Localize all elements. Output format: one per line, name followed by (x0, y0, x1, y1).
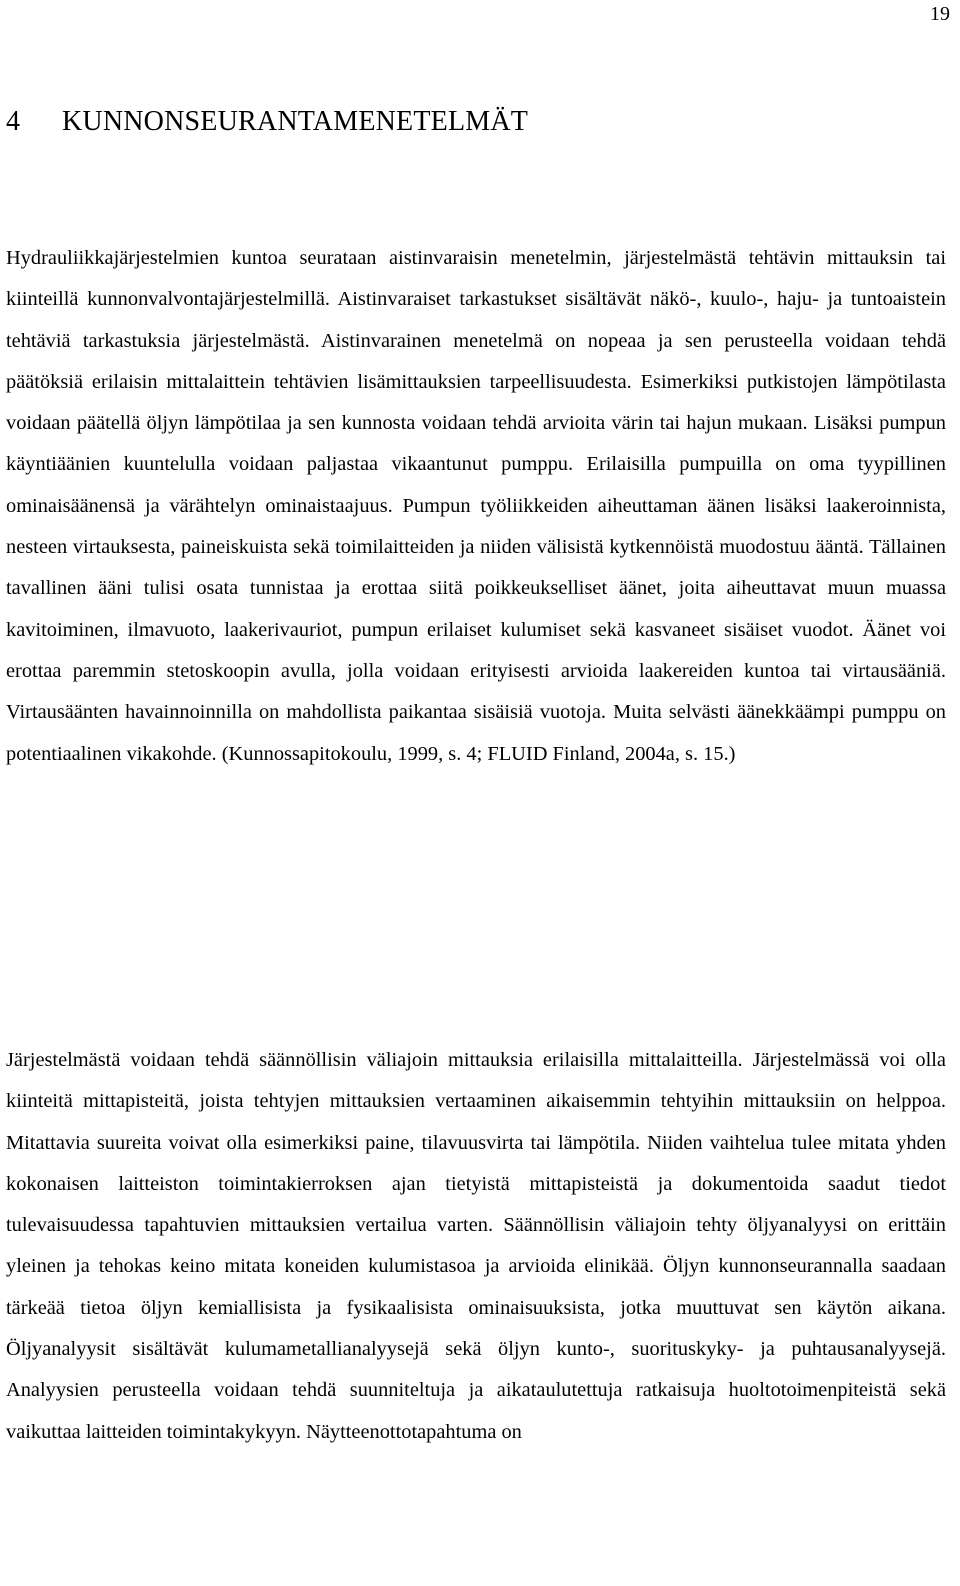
paragraph-1: Hydrauliikkajärjestelmien kuntoa seurataan aistinvaraisin menetelmin, järjestelmästä tehtävin mittauksin tai kiinteillä kunnonvalvontajärjestelmillä. Aistinvaraiset tarkastukset sisältävät näkö-, kuulo-, haju- ja tuntoaistein tehtäviä tarkastuksia järjestelmästä. Aistinvarainen menetelmä on nopeaa ja sen perusteella voidaan tehdä päätöksiä erilaisin mittalaittein tehtävien lisämittauksien tarpeellisuudesta. Esimerkiksi putkistojen lämpötilasta voidaan päätellä öljyn lämpötilaa ja sen kunnosta voidaan tehdä arvioita värin tai hajun mukaan. Lisäksi pumpun käyntiäänien kuuntelulla voidaan paljastaa vikaantunut pumppu. Erilaisilla pumpuilla on oma tyypillinen ominaisäänensä ja värähtelyn ominaistaajuus. Pumpun työliikkeiden aiheuttaman äänen lisäksi laakeroinnista, nesteen virtauksesta, paineiskuista sekä toimilaitteiden ja niiden välisistä kytkennöistä muodostuu ääntä. Tällainen tavallinen ääni tulisi osata tunnistaa ja erottaa siitä poikkeukselliset äänet, joita aiheuttavat muun muassa kavitoiminen, ilmavuoto, laakerivauriot, pumpun erilaiset kulumiset sekä kasvaneet sisäiset vuodot. Äänet voi erottaa paremmin stetoskoopin avulla, jolla voidaan erityisesti arvioida laakereiden kuntoa tai virtausääniä. Virtausäänten havainnoinnilla on mahdollista paikantaa sisäisiä vuotoja. Muita selvästi äänekkäämpi pumppu on potentiaalinen vikakohde. (Kunnossapitokoulu, 1999, s. 4; FLUID Finland, 2004a, s. 15.) (6, 247, 946, 765)
section-title: KUNNONSEURANTAMENETELMÄT (62, 106, 529, 137)
page-number: 19 (930, 3, 950, 25)
section-number: 4 (6, 106, 21, 137)
section-heading (6, 104, 528, 140)
paragraph-2: Järjestelmästä voidaan tehdä säännöllisin väliajoin mittauksia erilaisilla mittalaitteilla. Järjestelmässä voi olla kiinteitä mittapisteitä, joista tehtyjen mittauksien vertaaminen aikaisemmin tehtyihin mittauksiin on helppoa. Mitattavia suureita voivat olla esimerkiksi paine, tilavuusvirta tai lämpötila. Niiden vaihtelua tulee mitata yhden kokonaisen laitteiston toimintakierroksen ajan tietyistä mittapisteistä ja dokumentoida saadut tiedot tulevaisuudessa tapahtuvien mittauksien vertailua varten. Säännöllisin väliajoin tehty öljyanalyysi on erittäin yleinen ja tehokas keino mitata koneiden kulumistasoa ja arvioida elinikää. Öljyn kunnonseurannalla saadaan tärkeää tietoa öljyn kemiallisista ja fysikaalisista ominaisuuksista, jotka muuttuvat sen käytön aikana. Öljyanalyysit sisältävät kulumametallianalyysejä sekä öljyn kunto-, suorituskyky- ja puhtausanalyysejä. Analyysien perusteella voidaan tehdä suunniteltuja ja aikataulutettuja ratkaisuja huoltotoimenpiteistä sekä vaikuttaa laitteiden toimintakykyyn. Näytteenottotapahtuma on (6, 1049, 946, 1443)
